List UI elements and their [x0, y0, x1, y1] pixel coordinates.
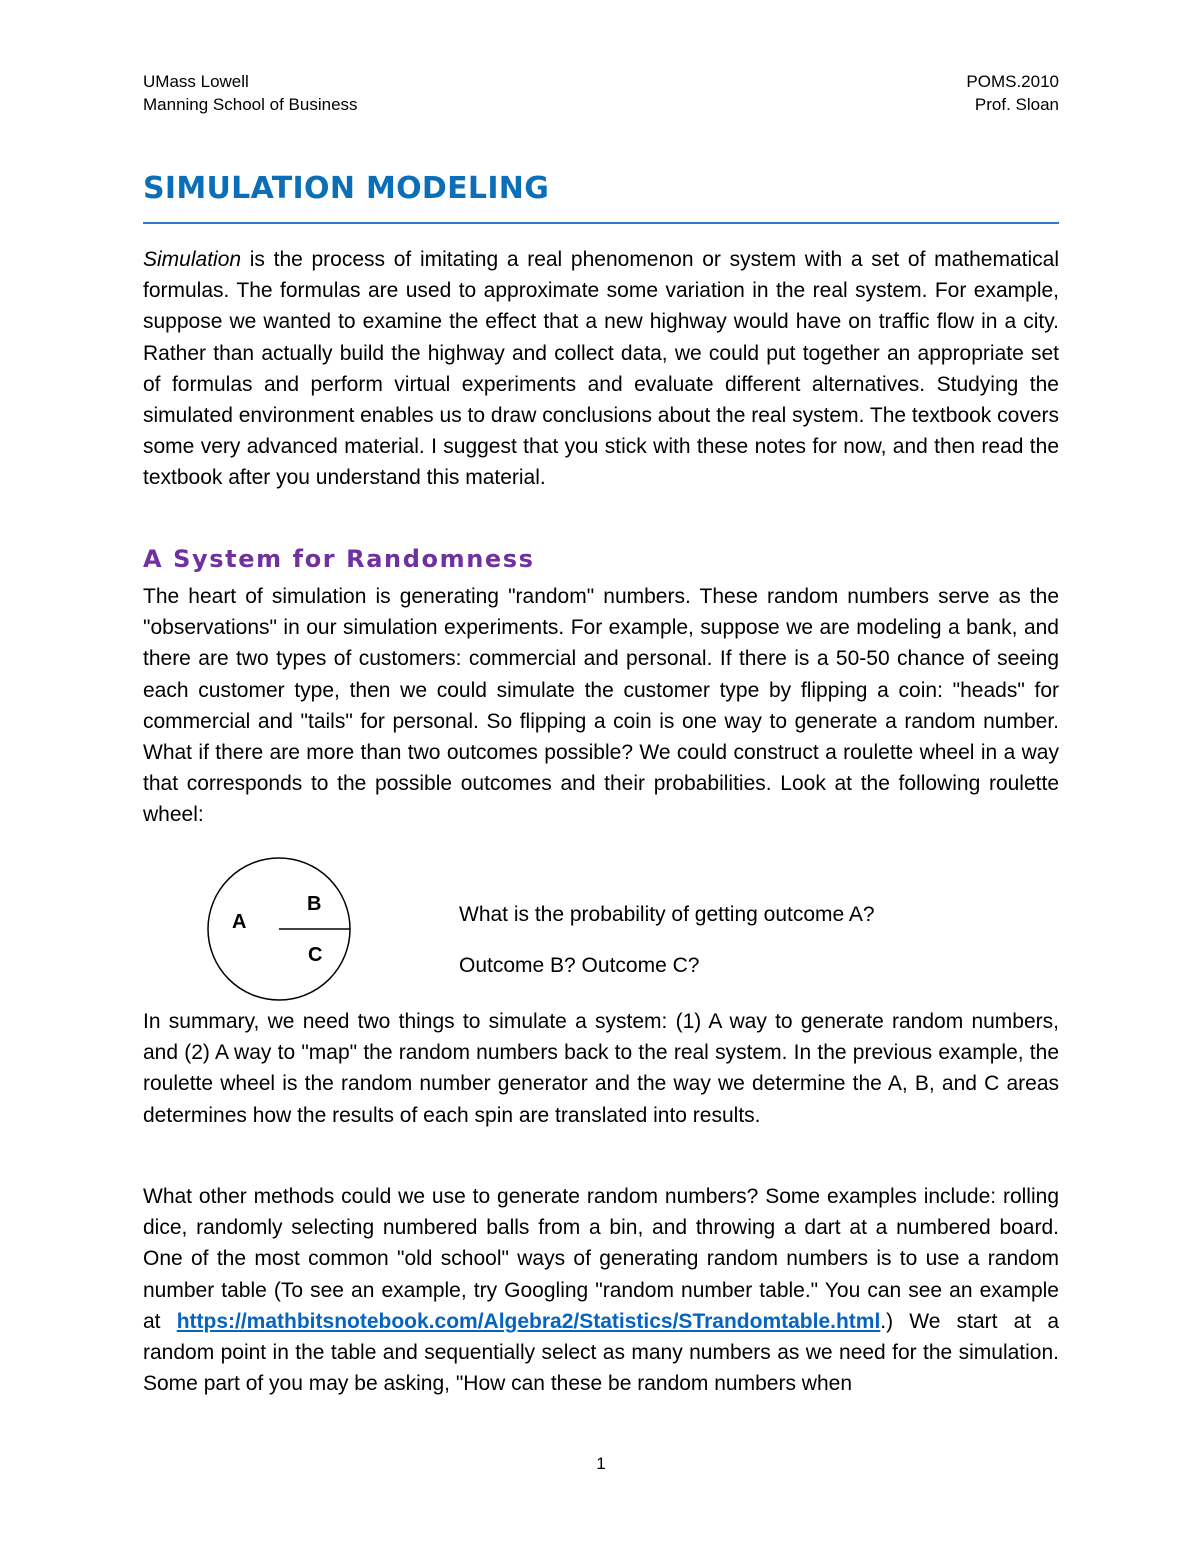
methods-paragraph — [143, 1181, 1059, 1399]
wheel-label-a: A — [232, 911, 247, 933]
section-heading-randomness: A System for Randomness — [143, 545, 535, 573]
header-school: Manning School of Business — [143, 95, 358, 114]
wheel-question-bc: Outcome B? Outcome C? — [459, 954, 700, 977]
roulette-wheel-diagram — [204, 856, 354, 1002]
intro-paragraph — [143, 244, 1059, 494]
methods-text-after-link: .) We start at a random point in the table and sequentially select as many numbers as we need for the simulation. Some part of you may be asking, "How can these be random numbers when — [143, 1309, 1059, 1396]
randomness-paragraph: The heart of simulation is generating "random" numbers. These random numbers serve as the "observations" in our simulation experiments. For example, suppose we are modeling a bank, and there are two types of customers: commercial and personal. If there is a 50-50 chance of seeing each customer type, then we could simulate the customer type by flipping a coin: "heads" for commercial and "tails" for personal. So flipping a coin is one way to generate a random number. What if there are more than two outcomes possible? We could construct a roulette wheel in a way that corresponds to the possible outcomes and their probabilities. Look at the following roulette wheel: — [143, 585, 1059, 827]
header-course: POMS.2010 — [966, 72, 1059, 91]
wheel-label-b: B — [307, 893, 322, 915]
header-right — [966, 70, 1059, 116]
header-left — [143, 70, 358, 116]
simulation-term: Simulation — [143, 248, 242, 271]
header-instructor: Prof. Sloan — [974, 95, 1059, 114]
wheel-question-a: What is the probability of getting outcome A? — [459, 903, 875, 926]
random-table-link[interactable]: https://mathbitsnotebook.com/Algebra2/Statistics/STrandomtable.html — [176, 1309, 881, 1333]
document-title: SIMULATION MODELING — [143, 171, 550, 206]
header-university: UMass Lowell — [143, 72, 249, 91]
wheel-label-c: C — [308, 944, 323, 966]
page-number: 1 — [596, 1454, 606, 1473]
title-underline — [143, 222, 1059, 224]
document-page — [143, 0, 1059, 1553]
summary-paragraph: In summary, we need two things to simulate a system: (1) A way to generate random numbers, and (2) A way to "map" the random numbers back to the real system. In the previous example, the roulette wheel is the random number generator and the way we determine the A, B, and C areas determines how the results of each spin are translated into results. — [143, 1010, 1059, 1127]
methods-text-before-link: What other methods could we use to generate random numbers? Some examples include: rolling dice, randomly selecting numbered balls from a bin, and throwing a dart at a numbered board. One of the most common "old school" ways of generating random numbers is to use a random number table (To see an example, try Googling "random number table." You can see an example at — [143, 1185, 1059, 1333]
intro-text: is the process of imitating a real phenomenon or system with a set of mathematical formulas. The formulas are used to approximate some variation in the real system. For example, suppose we wanted to examine the effect that a new highway would have on traffic flow in a city. Rather than actually build the highway and collect data, we could put together an appropriate set of formulas and perform virtual experiments and evaluate different alternatives. Studying the simulated environment enables us to draw conclusions about the real system. The textbook covers some very advanced material. I suggest that you stick with these notes for now, and then read the textbook after you understand this material. — [143, 248, 1059, 490]
